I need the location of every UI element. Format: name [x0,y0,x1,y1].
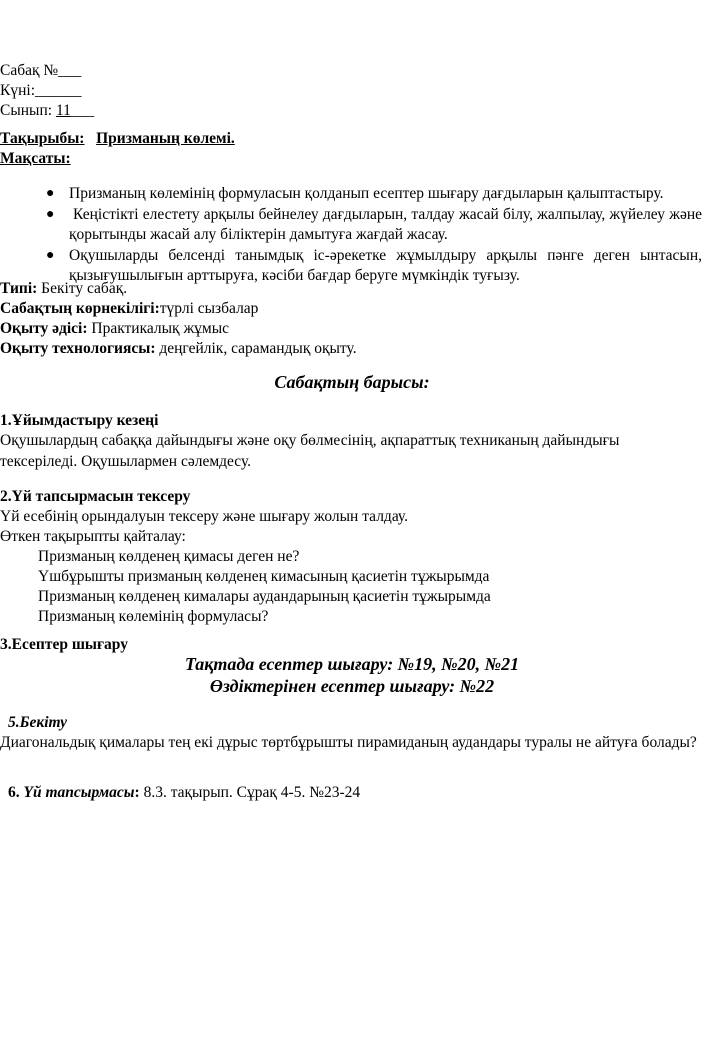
homework-colon: : [134,784,140,801]
method-label: Оқыту әдісі: [0,320,88,337]
class-prefix: Сынып: [0,102,56,119]
goals-label: Мақсаты: [0,150,71,167]
review-question: Призманың көлденең кималары аудандарының қасиетін тұжырымда [38,588,491,605]
section5-title: 5.Бекіту [8,714,68,731]
section2-line2: Өткен тақырыпты қайталау: [0,528,186,545]
class-suffix: ___ [70,102,95,119]
lesson-number-text: Сабақ №___ [0,62,82,79]
review-question: Призманың көлемінің формуласы? [38,608,269,625]
goal-item [0,184,704,205]
topic-line [0,128,235,149]
board-problems: Тақтада есептер шығару: №19, №20, №21 [184,654,520,674]
section2-line1: Үй есебінің орындалуын тексеру және шығару жолын талдау. [0,508,408,525]
bullet-icon: ● [46,206,55,222]
homework-number: 6. [8,784,24,801]
homework-value: 8.3. тақырып. Сұрақ 4-5. №23-24 [139,784,361,801]
review-question: Призманың көлденең қимасы деген не? [38,548,300,565]
progress-title: Сабақтың барысы: [274,372,430,392]
visuals-label: Сабақтың көрнекілігі: [0,300,160,317]
goal-item [0,205,704,246]
topic-label: Тақырыбы: [0,130,85,147]
method-value: Практикалық жұмыс [87,320,230,337]
visuals-value: түрлі сызбалар [159,300,259,317]
homework-label: Үй тапсырмасы [23,784,135,801]
goal-text: Призманың көлемінің формуласын қолданып есептер шығару дағдыларын қалыптастыру. [69,185,664,202]
homework-line [8,782,360,803]
technology-label: Оқыту технологиясы: [0,340,156,357]
section1-title: 1.Ұйымдастыру кезеңі [0,412,159,429]
topic-value: Призманың көлемі. [96,130,235,147]
section3-title: 3.Есептер шығару [0,636,128,653]
lesson-date [0,80,82,101]
lesson-number [0,60,81,81]
goal-text: Кеңістікті елестету арқылы бейнелеу дағдыларын, талдау жасай білу, жалпылау, жүйелеу және қорытынды жасай алу біліктерін дамытуға жағдай жасау. [69,205,702,243]
review-question: Үшбұрышты призманың көлденең кимасының қасиетін тұжырымда [38,568,490,585]
type-label: Типі: [0,280,38,297]
method-line [0,318,229,339]
section5-text: Диагональдық қималары тең екі дұрыс төртбұрышты пирамиданың аудандары туралы не айтуға болады? [0,734,697,751]
bullet-icon: ● [46,247,55,263]
lesson-class [0,100,94,121]
lesson-date-text: Күні:______ [0,82,82,99]
technology-line [0,338,357,359]
type-line [0,278,127,299]
type-value: Бекіту сабақ. [37,280,128,297]
section2-title: 2.Үй тапсырмасын тексеру [0,488,191,505]
class-value: 11 [55,102,71,119]
goals-heading [0,148,71,169]
technology-value: деңгейлік, сарамандық оқыту. [155,340,357,357]
visuals-line [0,298,258,319]
bullet-icon: ● [46,186,55,201]
self-problems: Өздіктерінен есептер шығару: №22 [209,676,495,696]
section1-text: Оқушылардың сабаққа дайындығы және оқу бөлмесінің, ақпараттық техниканың дайындығы тексеріледі. Оқушылармен сәлемдесу. [0,432,620,470]
goals-list [0,184,704,287]
goal-text: Оқушыларды белсенді танымдық іс-әрекетке жұмылдыру арқылы пәнге деген ынтасын, қызығушылығын арттыруға, кәсіби бағдар беруге мүмкіндік туғызу. [69,246,702,284]
